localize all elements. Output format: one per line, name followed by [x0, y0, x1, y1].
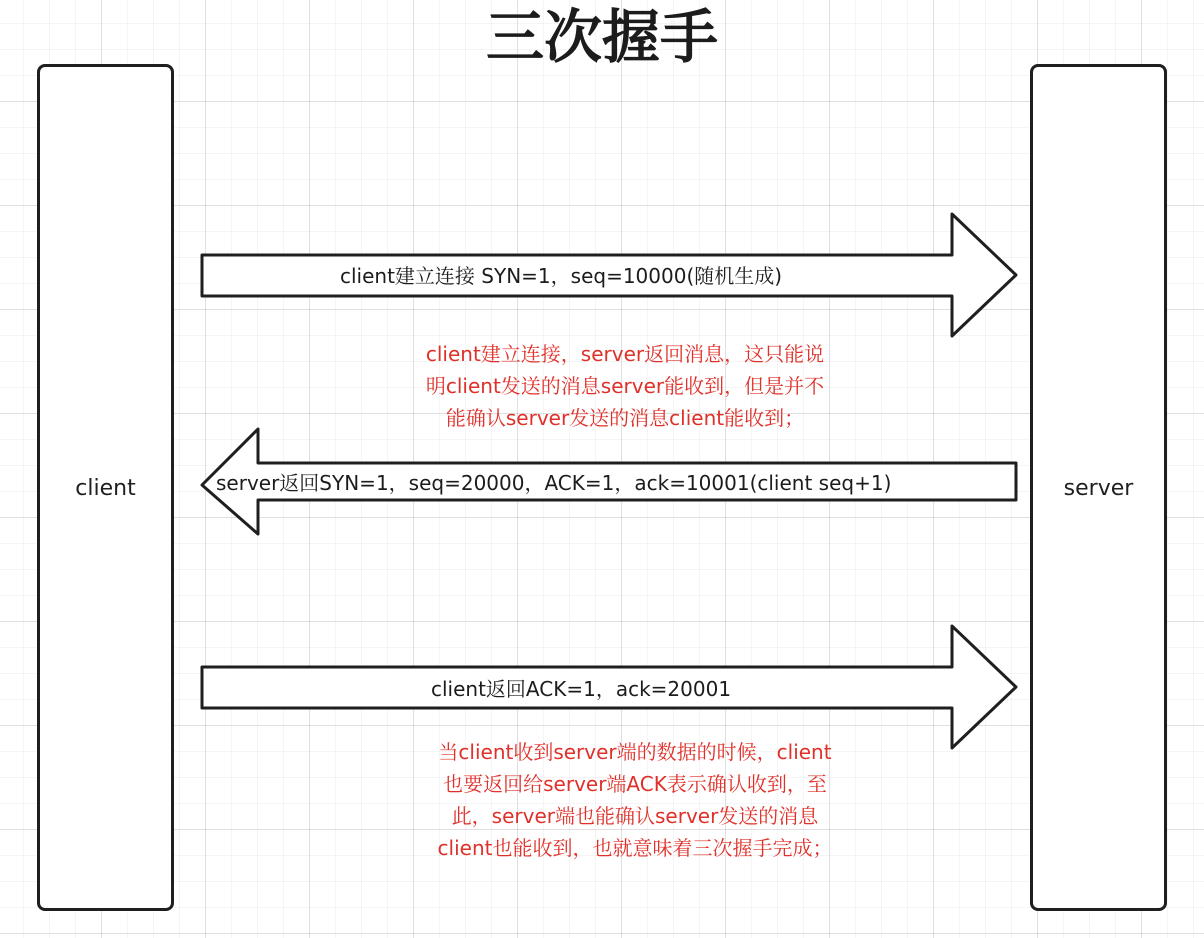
note-line: 当client收到server端的数据的时候，client [438, 740, 832, 764]
ack-arrow-label: client返回ACK=1，ack=20001 [431, 677, 732, 701]
note-after-syn [340, 338, 910, 434]
syn-arrow-label: client建立连接 SYN=1，seq=10000(随机生成) [340, 264, 783, 288]
diagram-title: 三次握手 [485, 3, 718, 71]
note-line: 也要返回给server端ACK表示确认收到，至 [443, 772, 827, 796]
note-line: 此，server端也能确认server发送的消息 [451, 804, 819, 828]
note-line: 能确认server发送的消息client能收到； [445, 406, 805, 430]
note-after-ack [350, 736, 920, 864]
note-line: client建立连接，server返回消息，这只能说 [425, 342, 825, 366]
note-line: 明client发送的消息server能收到，但是并不 [425, 374, 825, 398]
server-label: server [1063, 476, 1134, 501]
syn-ack-arrow-label: server返回SYN=1，seq=20000，ACK=1，ack=10001(client seq+1) [216, 471, 892, 495]
client-label: client [75, 476, 136, 501]
note-line: client也能收到，也就意味着三次握手完成； [437, 836, 833, 860]
